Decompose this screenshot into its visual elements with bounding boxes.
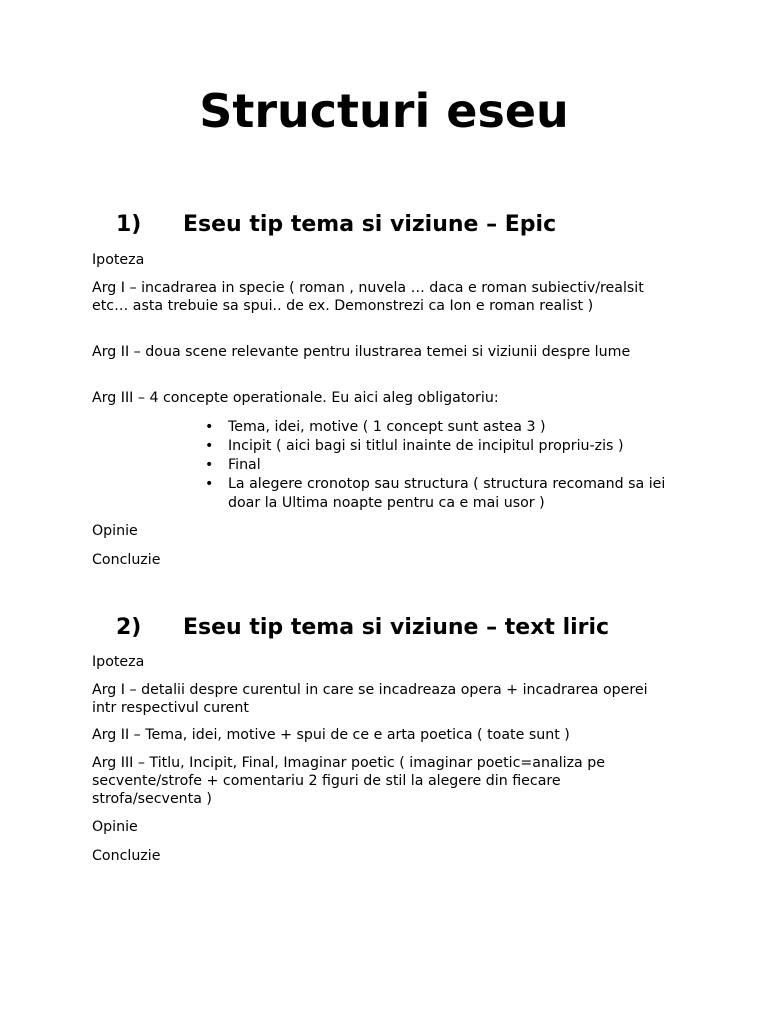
section-1-ipoteza: Ipoteza bbox=[92, 252, 145, 268]
list-item-text: La alegere cronotop sau structura ( structura recomand sa iei doar la Ultima noapte pentru ca e mai usor ) bbox=[228, 476, 666, 511]
section-1-bullet-list bbox=[204, 418, 674, 513]
list-item bbox=[204, 437, 674, 456]
section-1-title: Eseu tip tema si viziune – Epic bbox=[183, 212, 557, 237]
list-item-text: Final bbox=[228, 457, 261, 473]
section-2-arg-2: Arg II – Tema, idei, motive + spui de ce e arta poetica ( toate sunt ) bbox=[92, 727, 570, 743]
section-2-ipoteza: Ipoteza bbox=[92, 654, 145, 670]
section-1-number: 1) bbox=[116, 212, 142, 237]
section-2-opinie: Opinie bbox=[92, 819, 138, 835]
list-item-text: Incipit ( aici bagi si titlul inainte de incipitul propriu-zis ) bbox=[228, 438, 624, 454]
section-2-arg-1: Arg I – detalii despre curentul in care se incadreaza opera + incadrarea operei intr respectivul curent bbox=[92, 682, 648, 716]
section-1-concluzie: Concluzie bbox=[92, 552, 161, 568]
list-item bbox=[204, 418, 674, 437]
section-2-arg-3: Arg III – Titlu, Incipit, Final, Imaginar poetic ( imaginar poetic=analiza pe secvente/strofe + comentariu 2 figuri de stil la alegere din fiecare strofa/secventa ) bbox=[92, 755, 605, 807]
section-1-opinie: Opinie bbox=[92, 523, 138, 539]
section-1-arg-2: Arg II – doua scene relevante pentru ilustrarea temei si viziunii despre lume bbox=[92, 344, 631, 360]
bullet-icon: • bbox=[205, 476, 214, 492]
list-item bbox=[204, 456, 674, 475]
section-2-title: Eseu tip tema si viziune – text liric bbox=[183, 615, 610, 640]
list-item-text: Tema, idei, motive ( 1 concept sunt astea 3 ) bbox=[228, 419, 546, 435]
list-item bbox=[204, 475, 674, 513]
bullet-icon: • bbox=[205, 457, 214, 473]
section-2-number: 2) bbox=[116, 615, 142, 640]
bullet-icon: • bbox=[205, 419, 214, 435]
section-2-concluzie: Concluzie bbox=[92, 848, 161, 864]
section-1-heading bbox=[116, 212, 556, 238]
document-title: Structuri eseu bbox=[199, 84, 569, 138]
bullet-icon: • bbox=[205, 438, 214, 454]
section-1-arg-1: Arg I – incadrarea in specie ( roman , nuvela … daca e roman subiectiv/realsit etc… asta trebuie sa spui.. de ex. Demonstrezi ca Ion e roman realist ) bbox=[92, 280, 644, 314]
section-1-arg-3: Arg III – 4 concepte operationale. Eu aici aleg obligatoriu: bbox=[92, 390, 499, 406]
section-2-heading bbox=[116, 615, 609, 641]
